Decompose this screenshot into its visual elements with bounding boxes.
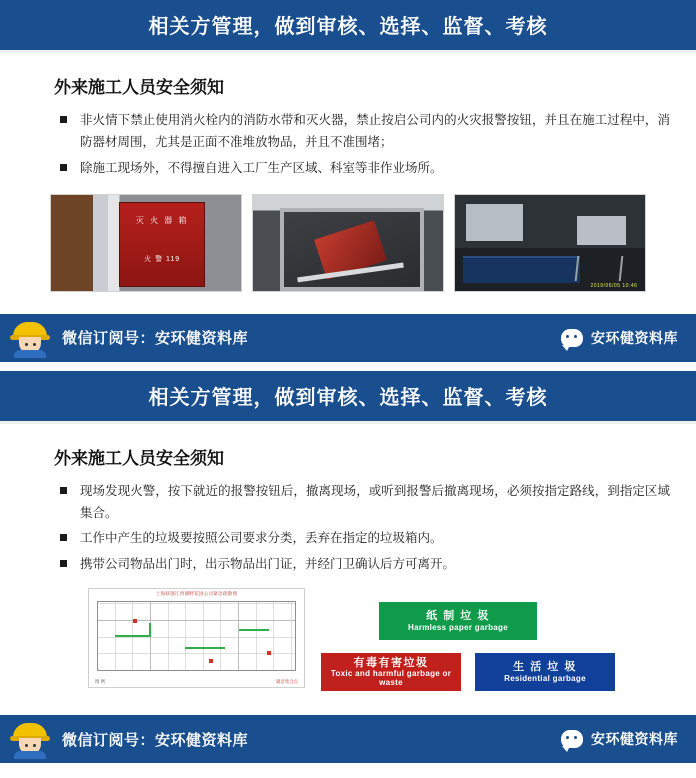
slide-1-footer [0,314,696,362]
slide-1-subtitle: 外来施工人员安全须知 [54,78,224,97]
slide-2-media-row [88,588,670,693]
sign-residential-garbage-cn: 生 活 垃 圾 [513,661,577,674]
fire-hose-box-photo [252,194,444,292]
slide-2 [0,371,696,764]
floorplan-title: 上海联强江西湖畔花园公司紧急疏散图 [155,591,238,597]
list-item [60,110,670,154]
slide-1-photo-row [26,194,670,292]
hose-box-frame [280,208,425,291]
slide-1-title: 相关方管理，做到审核、选择、监督、考核 [148,16,548,38]
escape-route-line [185,647,225,649]
exit-marker [267,651,271,655]
corridor-obstruction-photo [454,194,646,292]
square-bullet-icon [60,487,67,494]
list-item [60,158,670,180]
window-shape [466,204,523,240]
list-item [60,554,670,576]
wechat-icon [561,730,583,748]
square-bullet-icon [60,164,67,171]
list-item-text: 非火情下禁止使用消火栓内的消防水带和灭火器，禁止按启公司内的火灾报警按钮，并且在施工过程中，消防器材周围，尤其是正面不准堆放物品，并且不准围堵； [80,113,670,149]
sign-toxic-garbage [319,651,463,693]
fire-cabinet-label-bottom: 火 警 119 [144,256,181,264]
list-item-text: 除施工现场外，不得擅自进入工厂生产区域、科室等非作业场所。 [80,160,443,175]
wechat-icon [561,329,583,347]
sign-paper-garbage-cn: 纸 制 垃 圾 [426,610,490,623]
escape-route-line [149,623,151,637]
square-bullet-icon [60,534,67,541]
sign-toxic-garbage-en: Toxic and harmful garbage or waste [330,669,452,688]
slide-1-footer-brand: 安环健资料库 [591,329,678,346]
sign-residential-garbage [473,651,617,693]
escape-route-line [239,629,269,631]
fire-cabinet-label-top: 灭 火 器 箱 [135,215,189,225]
list-item [60,528,670,550]
sign-toxic-garbage-cn: 有毒有害垃圾 [353,656,429,669]
list-item [60,481,670,525]
worker-avatar-icon [10,719,50,759]
list-item-text: 现场发现火警，按下就近的报警按钮后，撤离现场，或听到报警后撤离现场，必须按指定路线，到指定区域集合。 [80,483,670,520]
slide-2-body [0,424,696,702]
sign-paper-garbage-en: Harmless paper garbage [408,622,508,632]
square-bullet-icon [60,560,67,567]
floorplan-assembly-label: 紧急集合点 [276,679,298,685]
evacuation-floorplan-image [88,588,305,688]
slide-1 [0,0,696,362]
wall-unit-shape [577,216,626,245]
fire-cabinet-shape [119,202,205,287]
photo-timestamp: 2019/06/05 10:46 [590,282,638,289]
slide-1-title-bar [0,0,696,53]
slide-1-footer-text: 微信订阅号：安环健资料库 [62,330,249,348]
slide-1-body [0,53,696,300]
stacked-goods-shape [463,256,581,283]
slide-2-footer-right [561,729,678,749]
slide-2-subtitle: 外来施工人员安全须知 [54,448,224,468]
fire-cabinet-photo [50,194,242,292]
slide-2-footer-brand: 安环健资料库 [591,731,678,748]
slide-2-bullet-list [60,481,670,577]
folding-stand-shape [575,256,623,281]
exit-marker [209,659,213,663]
slide-2-footer-text: 微信订阅号：安环健资料库 [62,731,249,749]
exit-marker [133,619,137,623]
slide-2-title: 相关方管理，做到审核、选择、监督、考核 [148,386,548,409]
list-item-text: 携带公司物品出门时，出示物品出门证，并经门卫确认后方可离开。 [80,557,456,572]
slide-1-footer-left [10,318,248,358]
list-item-text: 工作中产生的垃圾要按照公司要求分类，丢弃在指定的垃圾箱内。 [80,531,443,546]
slide-1-footer-right [561,328,678,348]
slide-1-bullet-list [60,110,670,180]
slide-separator [0,362,696,371]
worker-avatar-icon [10,318,50,358]
sign-paper-garbage [377,600,539,642]
square-bullet-icon [60,116,67,123]
floorplan-legend-label: 图 例 [95,679,106,685]
escape-route-line [115,635,149,637]
sign-row-bottom [319,651,617,693]
slide-2-footer [0,715,696,763]
sign-residential-garbage-en: Residential garbage [504,673,586,683]
slide-2-footer-left [10,719,248,759]
slide-2-title-bar [0,371,696,424]
garbage-sign-group [319,600,617,693]
